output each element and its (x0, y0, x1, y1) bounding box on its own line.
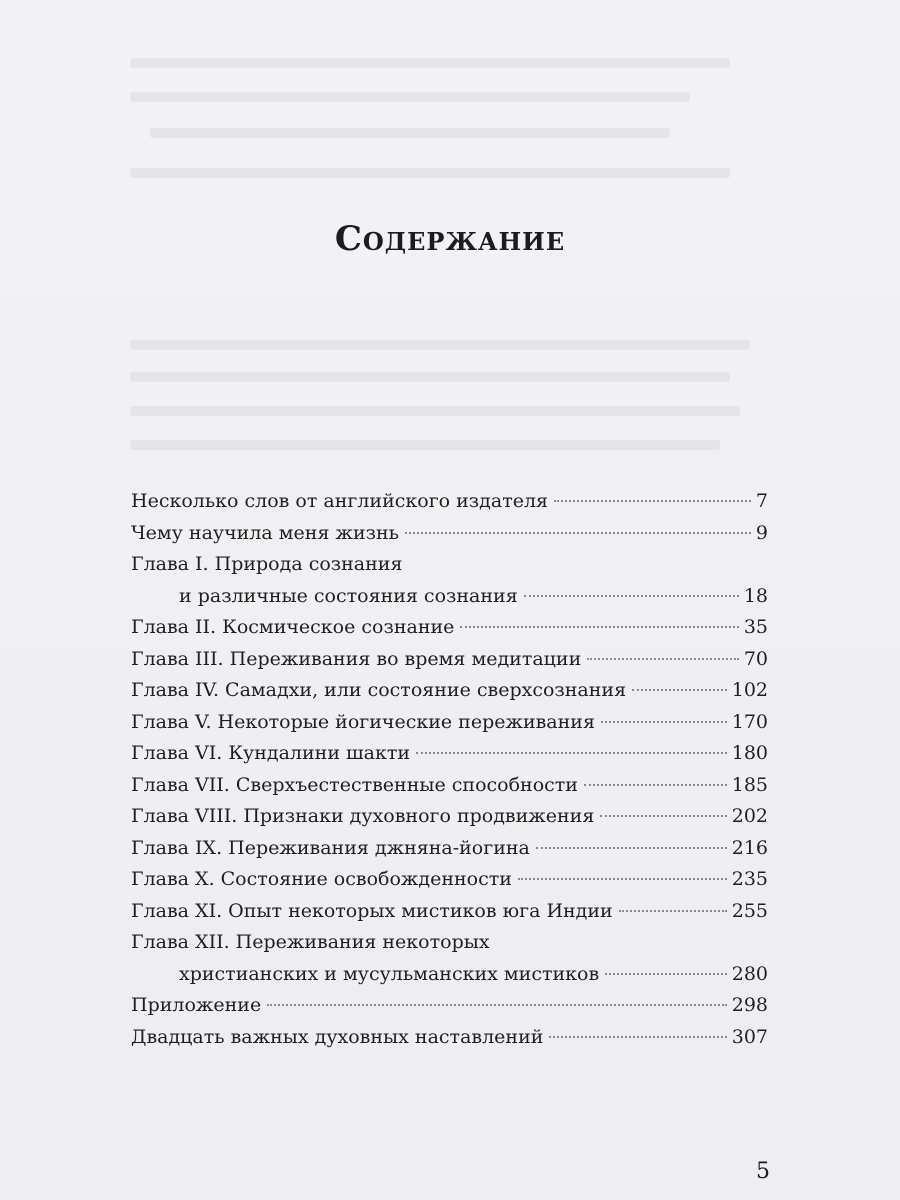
dot-leader (619, 910, 727, 912)
dot-leader (549, 1036, 726, 1038)
dot-leader (267, 1004, 727, 1006)
toc-entry-page: 298 (731, 994, 768, 1016)
toc-entry[interactable] (131, 738, 768, 770)
toc-entry-page: 180 (731, 742, 768, 764)
toc-entry-title: Глава IX. Переживания джняна-йогина (131, 836, 530, 859)
toc-entry-continuation: и различные состояния сознания (179, 584, 518, 607)
dot-leader (460, 626, 738, 628)
dot-leader (518, 878, 727, 880)
dot-leader (416, 752, 727, 754)
toc-entry[interactable] (131, 833, 768, 865)
toc-entry-title: Глава XII. Переживания некоторых (131, 931, 490, 953)
toc-entry-title: Глава XI. Опыт некоторых мистиков юга Индии (131, 899, 613, 922)
toc-entry-page: 255 (731, 899, 768, 922)
toc-entry[interactable] (131, 896, 768, 928)
toc-entry-page: 9 (755, 521, 768, 544)
show-through-texture (130, 340, 750, 350)
toc-entry-page: 280 (731, 962, 768, 985)
toc-entry-title: Глава V. Некоторые йогические переживания (131, 710, 595, 733)
toc-entry[interactable] (131, 486, 768, 518)
toc-entry-page: 7 (755, 490, 768, 512)
toc-entry[interactable] (131, 927, 768, 990)
dot-leader (405, 532, 751, 534)
table-of-contents (131, 486, 768, 1053)
toc-entry-title: Приложение (131, 994, 262, 1016)
toc-entry[interactable] (131, 612, 768, 644)
toc-entry-title: Глава I. Природа сознания (131, 553, 403, 575)
toc-entry-title: Чему научила меня жизнь (131, 521, 399, 544)
toc-entry-title: Глава IV. Самадхи, или состояние сверхсознания (131, 679, 627, 701)
toc-entry[interactable] (131, 675, 768, 707)
toc-entry[interactable] (131, 707, 768, 739)
page-number: 5 (756, 1159, 770, 1184)
dot-leader (605, 973, 727, 975)
toc-entry-page: 235 (731, 868, 768, 890)
show-through-texture (150, 128, 670, 138)
toc-entry-title: Глава II. Космическое сознание (131, 616, 455, 638)
toc-entry[interactable] (131, 864, 768, 896)
toc-entry[interactable] (131, 770, 768, 802)
toc-entry-continuation: христианских и мусульманских мистиков (179, 962, 600, 985)
toc-entry[interactable] (131, 518, 768, 550)
toc-entry[interactable] (131, 644, 768, 676)
toc-entry-title: Двадцать важных духовных наставлений (131, 1025, 544, 1048)
show-through-texture (130, 58, 730, 68)
toc-entry[interactable] (131, 990, 768, 1022)
dot-leader (601, 721, 727, 723)
toc-entry-title: Несколько слов от английского издателя (131, 490, 549, 512)
show-through-texture (130, 440, 720, 450)
toc-entry-page: 18 (743, 584, 768, 607)
show-through-texture (130, 92, 690, 102)
toc-entry-page: 70 (743, 647, 768, 670)
toc-entry-page: 185 (731, 773, 768, 796)
toc-entry-page: 170 (731, 710, 768, 733)
show-through-texture (130, 372, 730, 382)
toc-entry-title: Глава VI. Кундалини шакти (131, 742, 411, 764)
toc-entry-page: 202 (731, 805, 768, 827)
toc-entry-page: 102 (731, 679, 768, 701)
toc-entry-title: Глава VII. Сверхъестественные способности (131, 773, 578, 796)
toc-entry[interactable] (131, 1022, 768, 1054)
dot-leader (600, 815, 726, 817)
dot-leader (524, 595, 739, 597)
dot-leader (554, 500, 751, 502)
show-through-texture (130, 168, 730, 178)
toc-entry-title: Глава III. Переживания во время медитации (131, 647, 582, 670)
dot-leader (536, 847, 727, 849)
toc-entry-page: 307 (731, 1025, 768, 1048)
show-through-texture (130, 406, 740, 416)
toc-entry-page: 216 (731, 836, 768, 859)
toc-entry-title: Глава VIII. Признаки духовного продвижения (131, 805, 595, 827)
toc-entry[interactable] (131, 801, 768, 833)
toc-entry[interactable] (131, 549, 768, 612)
dot-leader (632, 689, 727, 691)
dot-leader (587, 658, 739, 660)
toc-entry-page: 35 (743, 616, 768, 638)
dot-leader (584, 784, 727, 786)
page-title: Содержание (334, 218, 566, 259)
toc-entry-title: Глава X. Состояние освобожденности (131, 868, 512, 890)
